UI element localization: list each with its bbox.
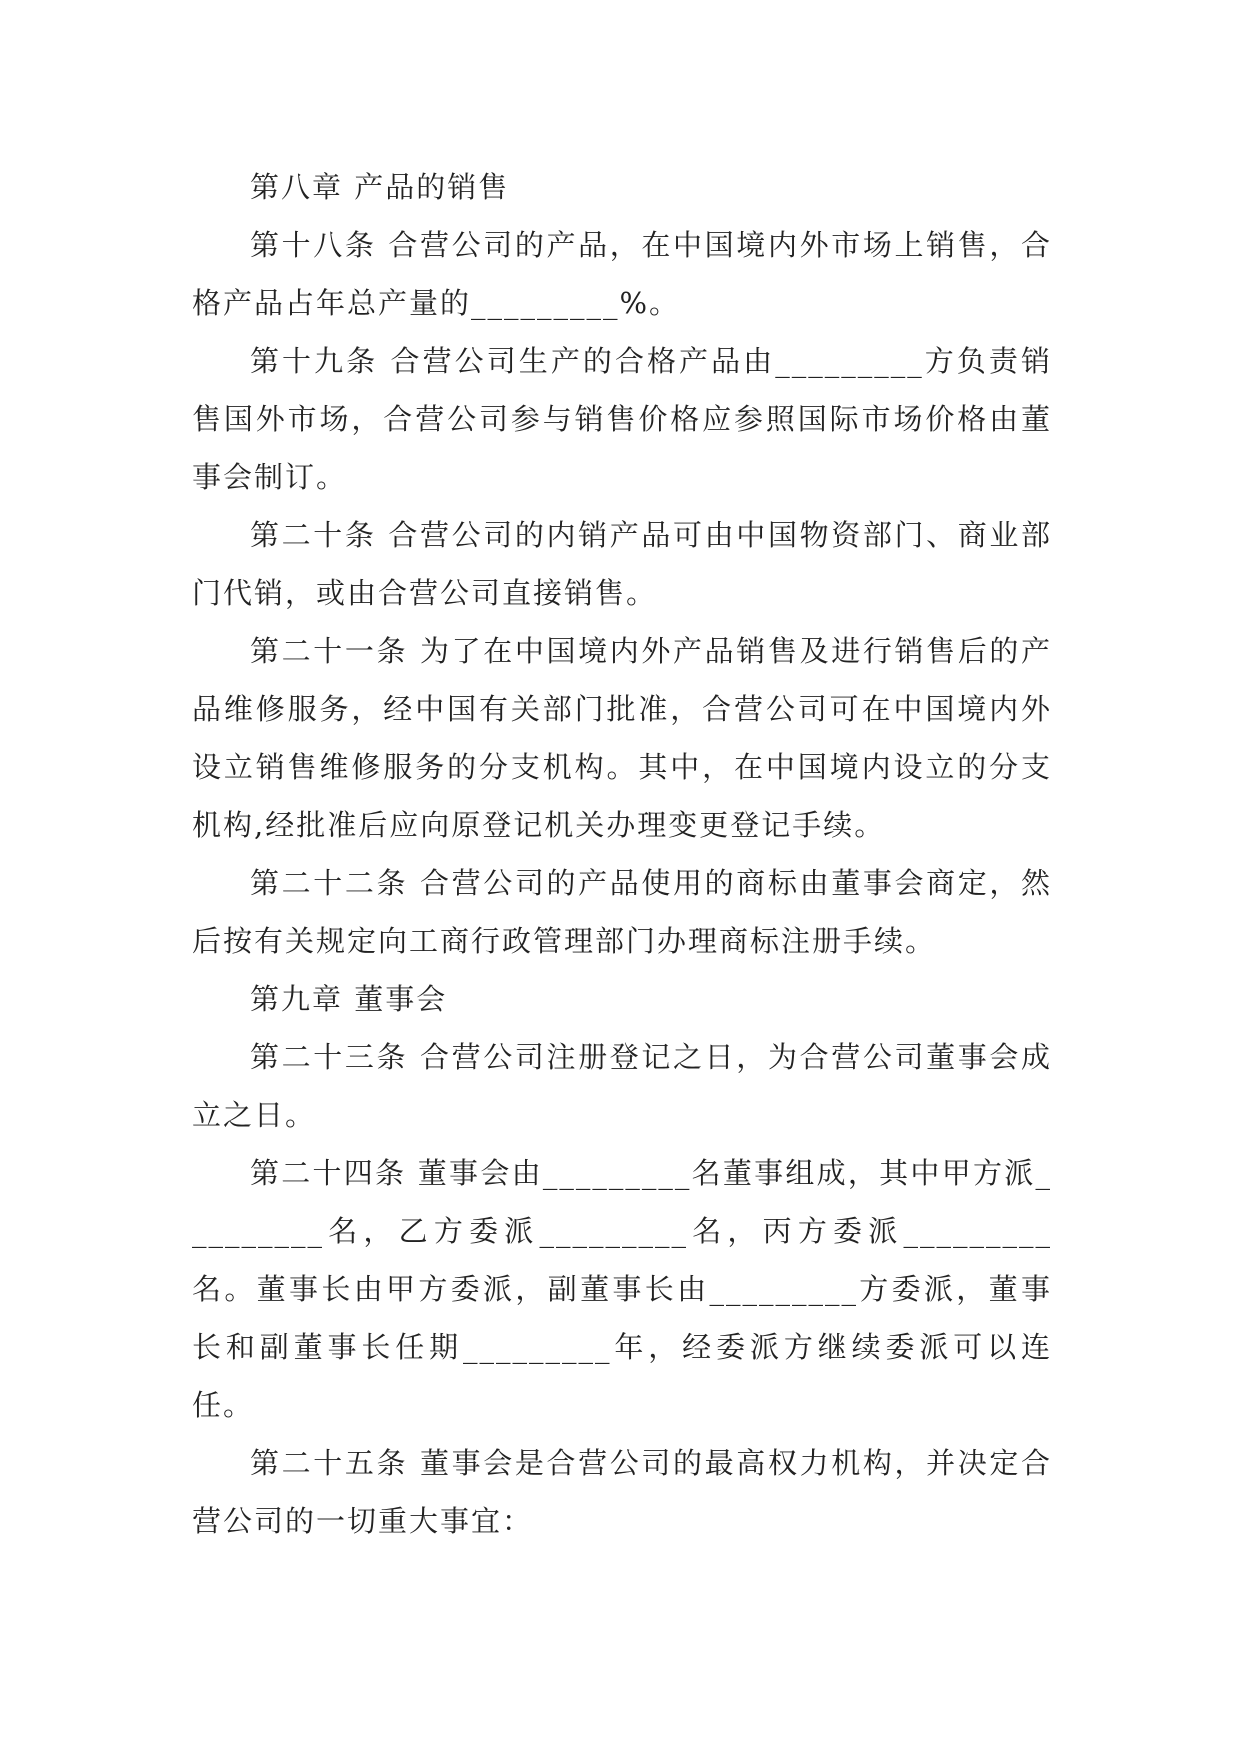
article-21: 第二十一条 为了在中国境内外产品销售及进行销售后的产品维修服务，经中国有关部门批准，合营公司可在中国境内外设立销售维修服务的分支机构。其中，在中国境内设立的分支机构,经批准后应向原登记机关办理变更登记手续。 bbox=[192, 634, 1052, 842]
article-24: 第二十四条 董事会由_________名董事组成，其中甲方派_________名，乙方委派_________名，丙方委派_________名。董事长由甲方委派，副董事长由_________方委派，董事长和副董事长任期_________年，经委派方继续委派可以连任。 bbox=[192, 1156, 1052, 1422]
chapter-heading-8: 第八章 产品的销售 bbox=[250, 170, 510, 204]
article-19: 第十九条 合营公司生产的合格产品由_________方负责销售国外市场，合营公司参与销售价格应参照国际市场价格由董事会制订。 bbox=[192, 344, 1052, 494]
article-20: 第二十条 合营公司的内销产品可由中国物资部门、商业部门代销，或由合营公司直接销售。 bbox=[192, 518, 1052, 610]
article-22: 第二十二条 合营公司的产品使用的商标由董事会商定，然后按有关规定向工商行政管理部门办理商标注册手续。 bbox=[192, 866, 1052, 958]
chapter-heading-9: 第九章 董事会 bbox=[250, 982, 448, 1016]
document-body bbox=[192, 158, 1052, 1550]
article-18: 第十八条 合营公司的产品，在中国境内外市场上销售，合格产品占年总产量的_________%。 bbox=[192, 228, 1052, 320]
article-25: 第二十五条 董事会是合营公司的最高权力机构，并决定合营公司的一切重大事宜： bbox=[192, 1446, 1052, 1538]
article-23: 第二十三条 合营公司注册登记之日，为合营公司董事会成立之日。 bbox=[192, 1040, 1052, 1132]
